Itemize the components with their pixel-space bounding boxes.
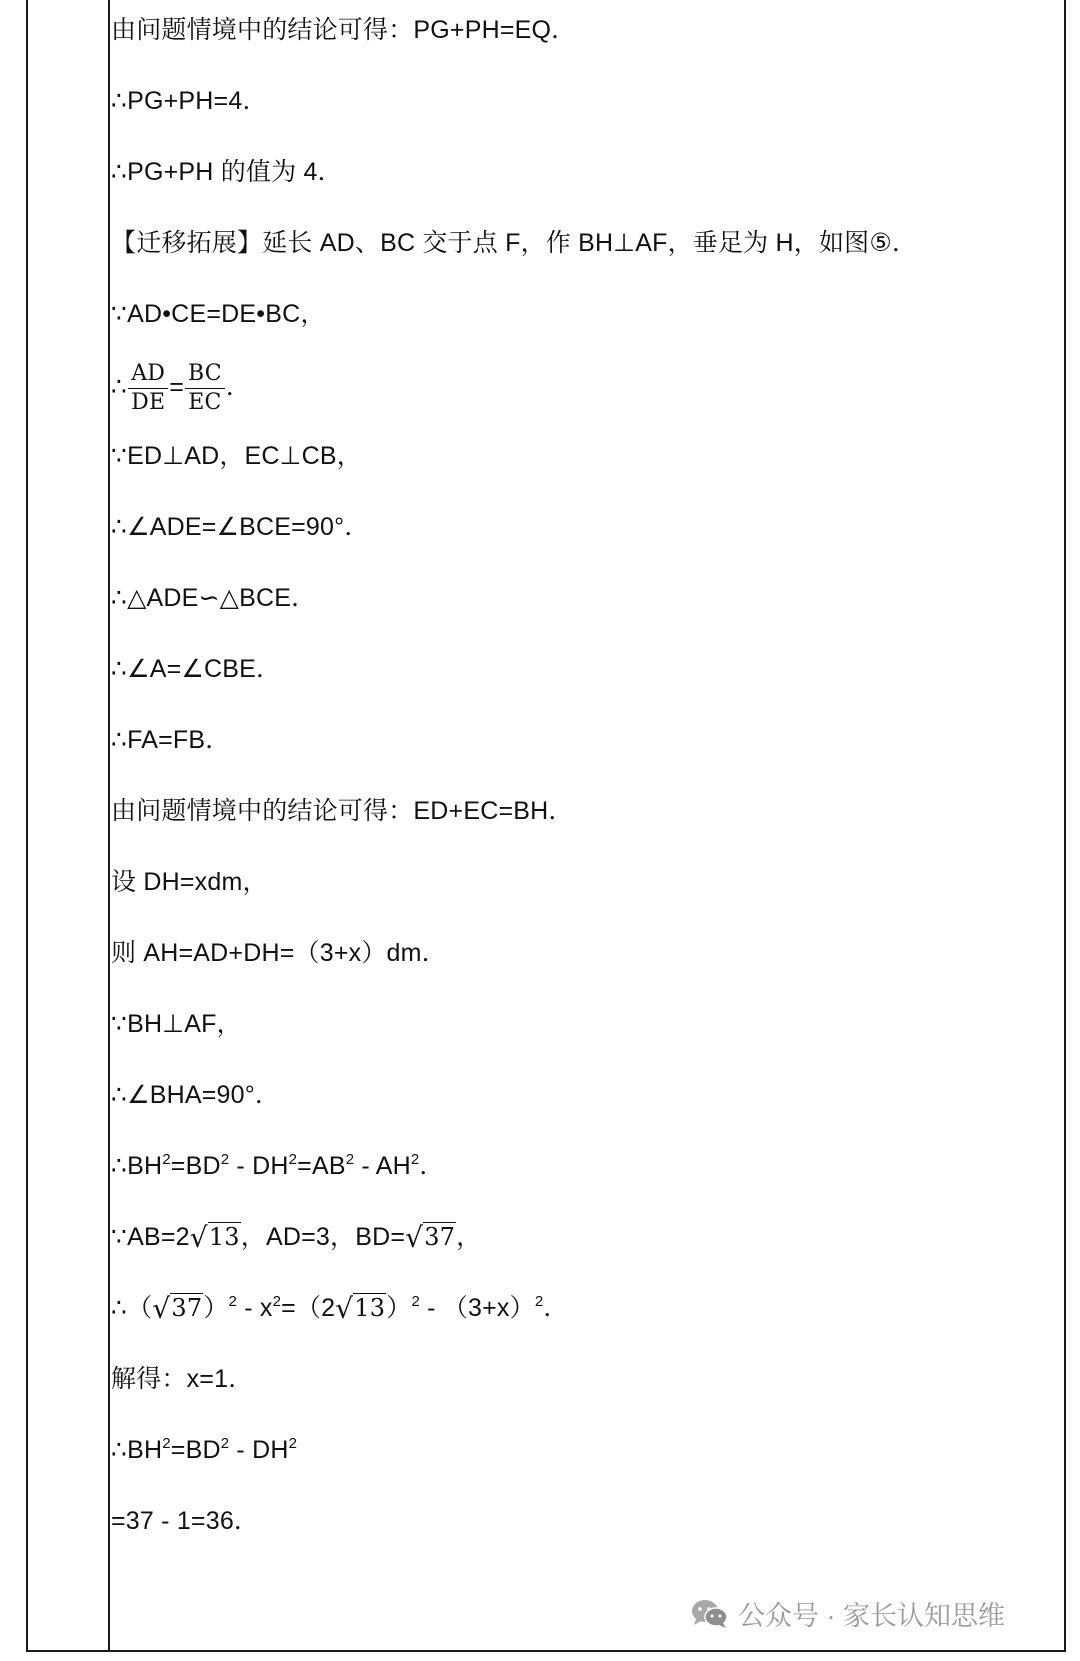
exponent: 2	[288, 1151, 298, 1168]
radicand: 13	[354, 1294, 386, 1322]
exponent: 2	[411, 1293, 420, 1310]
table-border-right	[1064, 0, 1066, 1652]
solution-line-18	[111, 1221, 481, 1254]
solution-line-16: ∴∠BHA=90°．	[111, 1081, 281, 1109]
therefore-symbol: ∴	[111, 373, 128, 401]
expr-part: - AH	[354, 1152, 411, 1180]
solution-line-3: ∴PG+PH 的值为 4．	[111, 158, 343, 186]
exponent: 2	[345, 1151, 355, 1168]
wechat-icon	[690, 1598, 730, 1630]
exponent: 2	[410, 1151, 420, 1168]
expr-part: - DH	[229, 1152, 289, 1180]
solution-line-17	[111, 1150, 445, 1182]
expr-part: =BD	[170, 1152, 221, 1180]
expr-part: ．	[419, 1152, 445, 1180]
expr-part: ∴BH	[111, 1152, 163, 1180]
solution-line-19	[111, 1292, 569, 1325]
exponent: 2	[220, 1151, 230, 1168]
solution-line-20: 解得：x=1．	[111, 1365, 254, 1393]
expr-part: =BD	[170, 1436, 221, 1464]
expr-part: ）	[203, 1294, 229, 1322]
expr-part: ，	[456, 1223, 482, 1251]
expr-part: ∴BH	[111, 1436, 163, 1464]
watermark-text: 公众号 · 家长认知思维	[738, 1601, 1005, 1631]
solution-line-10: ∴∠A=∠CBE．	[111, 655, 282, 683]
solution-line-4: 【迁移拓展】延长 AD、BC 交于点 F，作 BH⊥AF，垂足为 H，如图⑤．	[111, 229, 918, 257]
square-root: √13	[189, 1221, 240, 1254]
radicand: 13	[208, 1223, 240, 1251]
square-root: √37	[405, 1221, 456, 1254]
exponent: 2	[220, 1435, 230, 1452]
solution-line-13: 设 DH=xdm，	[111, 868, 268, 896]
fraction-numerator: BC	[185, 360, 225, 389]
exponent: 2	[272, 1293, 282, 1310]
expr-part: ，AD=3，BD=	[240, 1223, 406, 1251]
solution-line-1: 由问题情境中的结论可得：PG+PH=EQ．	[111, 16, 577, 44]
table-border-left-outer	[26, 0, 28, 1652]
fraction-bc-ec	[185, 360, 225, 417]
solution-line-7: ∵ED⊥AD，EC⊥CB，	[111, 442, 362, 470]
expr-part: ∵AB=2	[111, 1223, 190, 1251]
expr-part: ∴（	[111, 1294, 153, 1322]
radicand: 37	[171, 1294, 203, 1322]
solution-line-9: ∴△ADE∽△BCE．	[111, 584, 317, 612]
fraction-denominator: EC	[188, 389, 222, 415]
expr-part: - （3+x）	[420, 1294, 535, 1322]
square-root: √37	[152, 1292, 203, 1325]
fraction-numerator: AD	[128, 360, 168, 389]
fraction-ad-de	[128, 360, 168, 417]
table-border-left-inner	[108, 0, 110, 1652]
solution-line-11: ∴FA=FB．	[111, 726, 231, 754]
expr-part: =（2	[281, 1294, 336, 1322]
watermark	[690, 1594, 1005, 1633]
expr-part: - x	[237, 1294, 273, 1322]
expr-part: =AB	[297, 1152, 346, 1180]
fraction-denominator: DE	[131, 389, 166, 415]
exponent: 2	[162, 1435, 171, 1452]
equals-sign: =	[169, 373, 185, 401]
expr-part: ．	[543, 1294, 569, 1322]
solution-line-6	[111, 357, 251, 417]
exponent: 2	[534, 1293, 544, 1310]
period: ．	[225, 373, 252, 401]
solution-line-21	[111, 1434, 297, 1466]
solution-line-14: 则 AH=AD+DH=（3+x）dm．	[111, 939, 447, 967]
solution-line-22: =37 - 1=36．	[111, 1507, 260, 1535]
solution-line-5: ∵AD•CE=DE•BC，	[111, 300, 326, 328]
solution-line-12: 由问题情境中的结论可得：ED+EC=BH．	[111, 797, 574, 825]
exponent: 2	[228, 1293, 238, 1310]
table-border-bottom	[26, 1650, 1066, 1652]
exponent: 2	[288, 1435, 298, 1452]
exponent: 2	[162, 1151, 171, 1168]
expr-part: ）	[386, 1294, 412, 1322]
radicand: 37	[424, 1223, 456, 1251]
solution-line-15: ∵BH⊥AF，	[111, 1010, 242, 1038]
solution-line-2: ∴PG+PH=4．	[111, 87, 268, 115]
expr-part: - DH	[229, 1436, 289, 1464]
square-root: √13	[335, 1292, 386, 1325]
solution-line-8: ∴∠ADE=∠BCE=90°．	[111, 513, 370, 541]
